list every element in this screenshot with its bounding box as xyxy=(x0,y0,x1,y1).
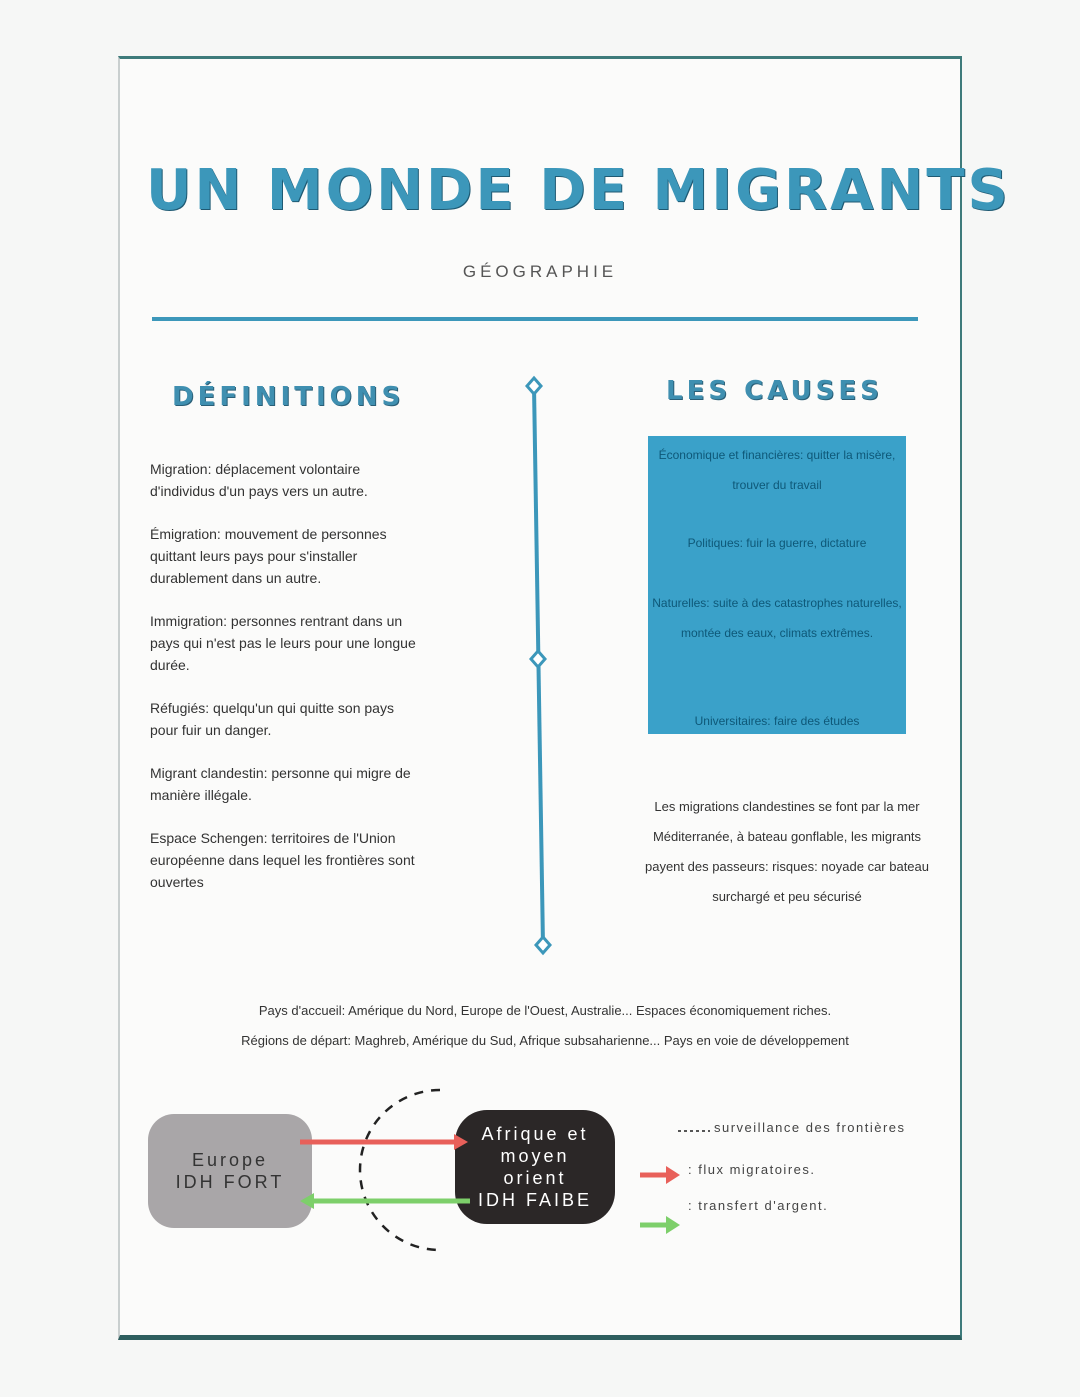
definition-emigration: Émigration: mouvement de personnes quittant leurs pays pour s'installer durablement dans un autre. xyxy=(150,526,387,586)
legend-surveillance: surveillance des frontières xyxy=(714,1120,906,1135)
cause-universitaires: Universitaires: faire des études xyxy=(694,714,860,728)
legend-dotted-icon xyxy=(676,1126,712,1136)
legend-transfert-label: transfert d'argent. xyxy=(698,1198,829,1213)
definition-refugies: Réfugiés: quelqu'un qui quitte son pays pour fuir un danger. xyxy=(150,700,394,738)
cause-naturelles: Naturelles: suite à des catastrophes naturelles, montée des eaux, climats extrêmes. xyxy=(652,596,902,640)
legend-flux-label: flux migratoires. xyxy=(698,1162,816,1177)
definition-espace-schengen: Espace Schengen: territoires de l'Union européenne dans lequel les frontières sont ouvertes xyxy=(150,830,415,890)
definitions-heading: DÉFINITIONS xyxy=(172,382,405,412)
afrique-label-line2: moyen xyxy=(500,1146,570,1166)
clandestine-migrations-text: Les migrations clandestines se font par la mer Méditerranée, à bateau gonflable, les migrants payent des passeurs: risques: noyade car bateau surchargé et peu sécurisé xyxy=(644,799,929,904)
afrique-label-line3: orient xyxy=(503,1168,567,1188)
legend-transfert: : transfert d'argent. xyxy=(688,1198,829,1213)
definition-immigration: Immigration: personnes rentrant dans un pays qui n'est pas le leurs pour une longue durée. xyxy=(150,613,416,673)
vertical-divider xyxy=(520,374,560,958)
page-title: UN MONDE DE MIGRANTS xyxy=(146,158,1011,223)
divider-diamond-top xyxy=(527,378,541,394)
cause-politiques: Politiques: fuir la guerre, dictature xyxy=(687,536,867,550)
causes-heading: LES CAUSES xyxy=(666,376,883,406)
flow-diagram xyxy=(290,1080,480,1260)
definition-migration: Migration: déplacement volontaire d'individus d'un pays vers un autre. xyxy=(150,461,368,499)
europe-idh-label: IDH FORT xyxy=(175,1172,285,1192)
afrique-label-line1: Afrique et xyxy=(481,1124,589,1144)
title-divider xyxy=(152,317,918,321)
pays-accueil: Pays d'accueil: Amérique du Nord, Europe de l'Ouest, Australie... Espaces économiquement riches. xyxy=(258,1003,832,1018)
divider-diamond-bottom xyxy=(536,937,550,953)
legend-red-arrow-icon xyxy=(638,1162,682,1188)
cause-economique: Économique et financières: quitter la misère, trouver du travail xyxy=(658,448,896,492)
legend-green-arrow-icon xyxy=(638,1212,682,1238)
definition-migrant-clandestin: Migrant clandestin: personne qui migre de manière illégale. xyxy=(150,765,411,803)
europe-label: Europe xyxy=(191,1150,269,1170)
divider-diamond-middle xyxy=(531,651,545,667)
legend-flux: : flux migratoires. xyxy=(688,1162,816,1177)
definitions-list xyxy=(150,458,425,914)
regions-depart: Régions de départ: Maghreb, Amérique du Sud, Afrique subsaharienne... Pays en voie de développement xyxy=(241,1033,849,1048)
transfert-argent-arrowhead xyxy=(300,1193,314,1209)
afrique-idh-label: IDH FAIBE xyxy=(477,1190,593,1210)
causes-box xyxy=(648,436,906,734)
europe-node xyxy=(148,1114,312,1228)
flux-migratoire-arrowhead xyxy=(454,1134,468,1150)
border-surveillance-arc xyxy=(360,1090,440,1250)
page-subtitle: GÉOGRAPHIE xyxy=(462,262,618,281)
